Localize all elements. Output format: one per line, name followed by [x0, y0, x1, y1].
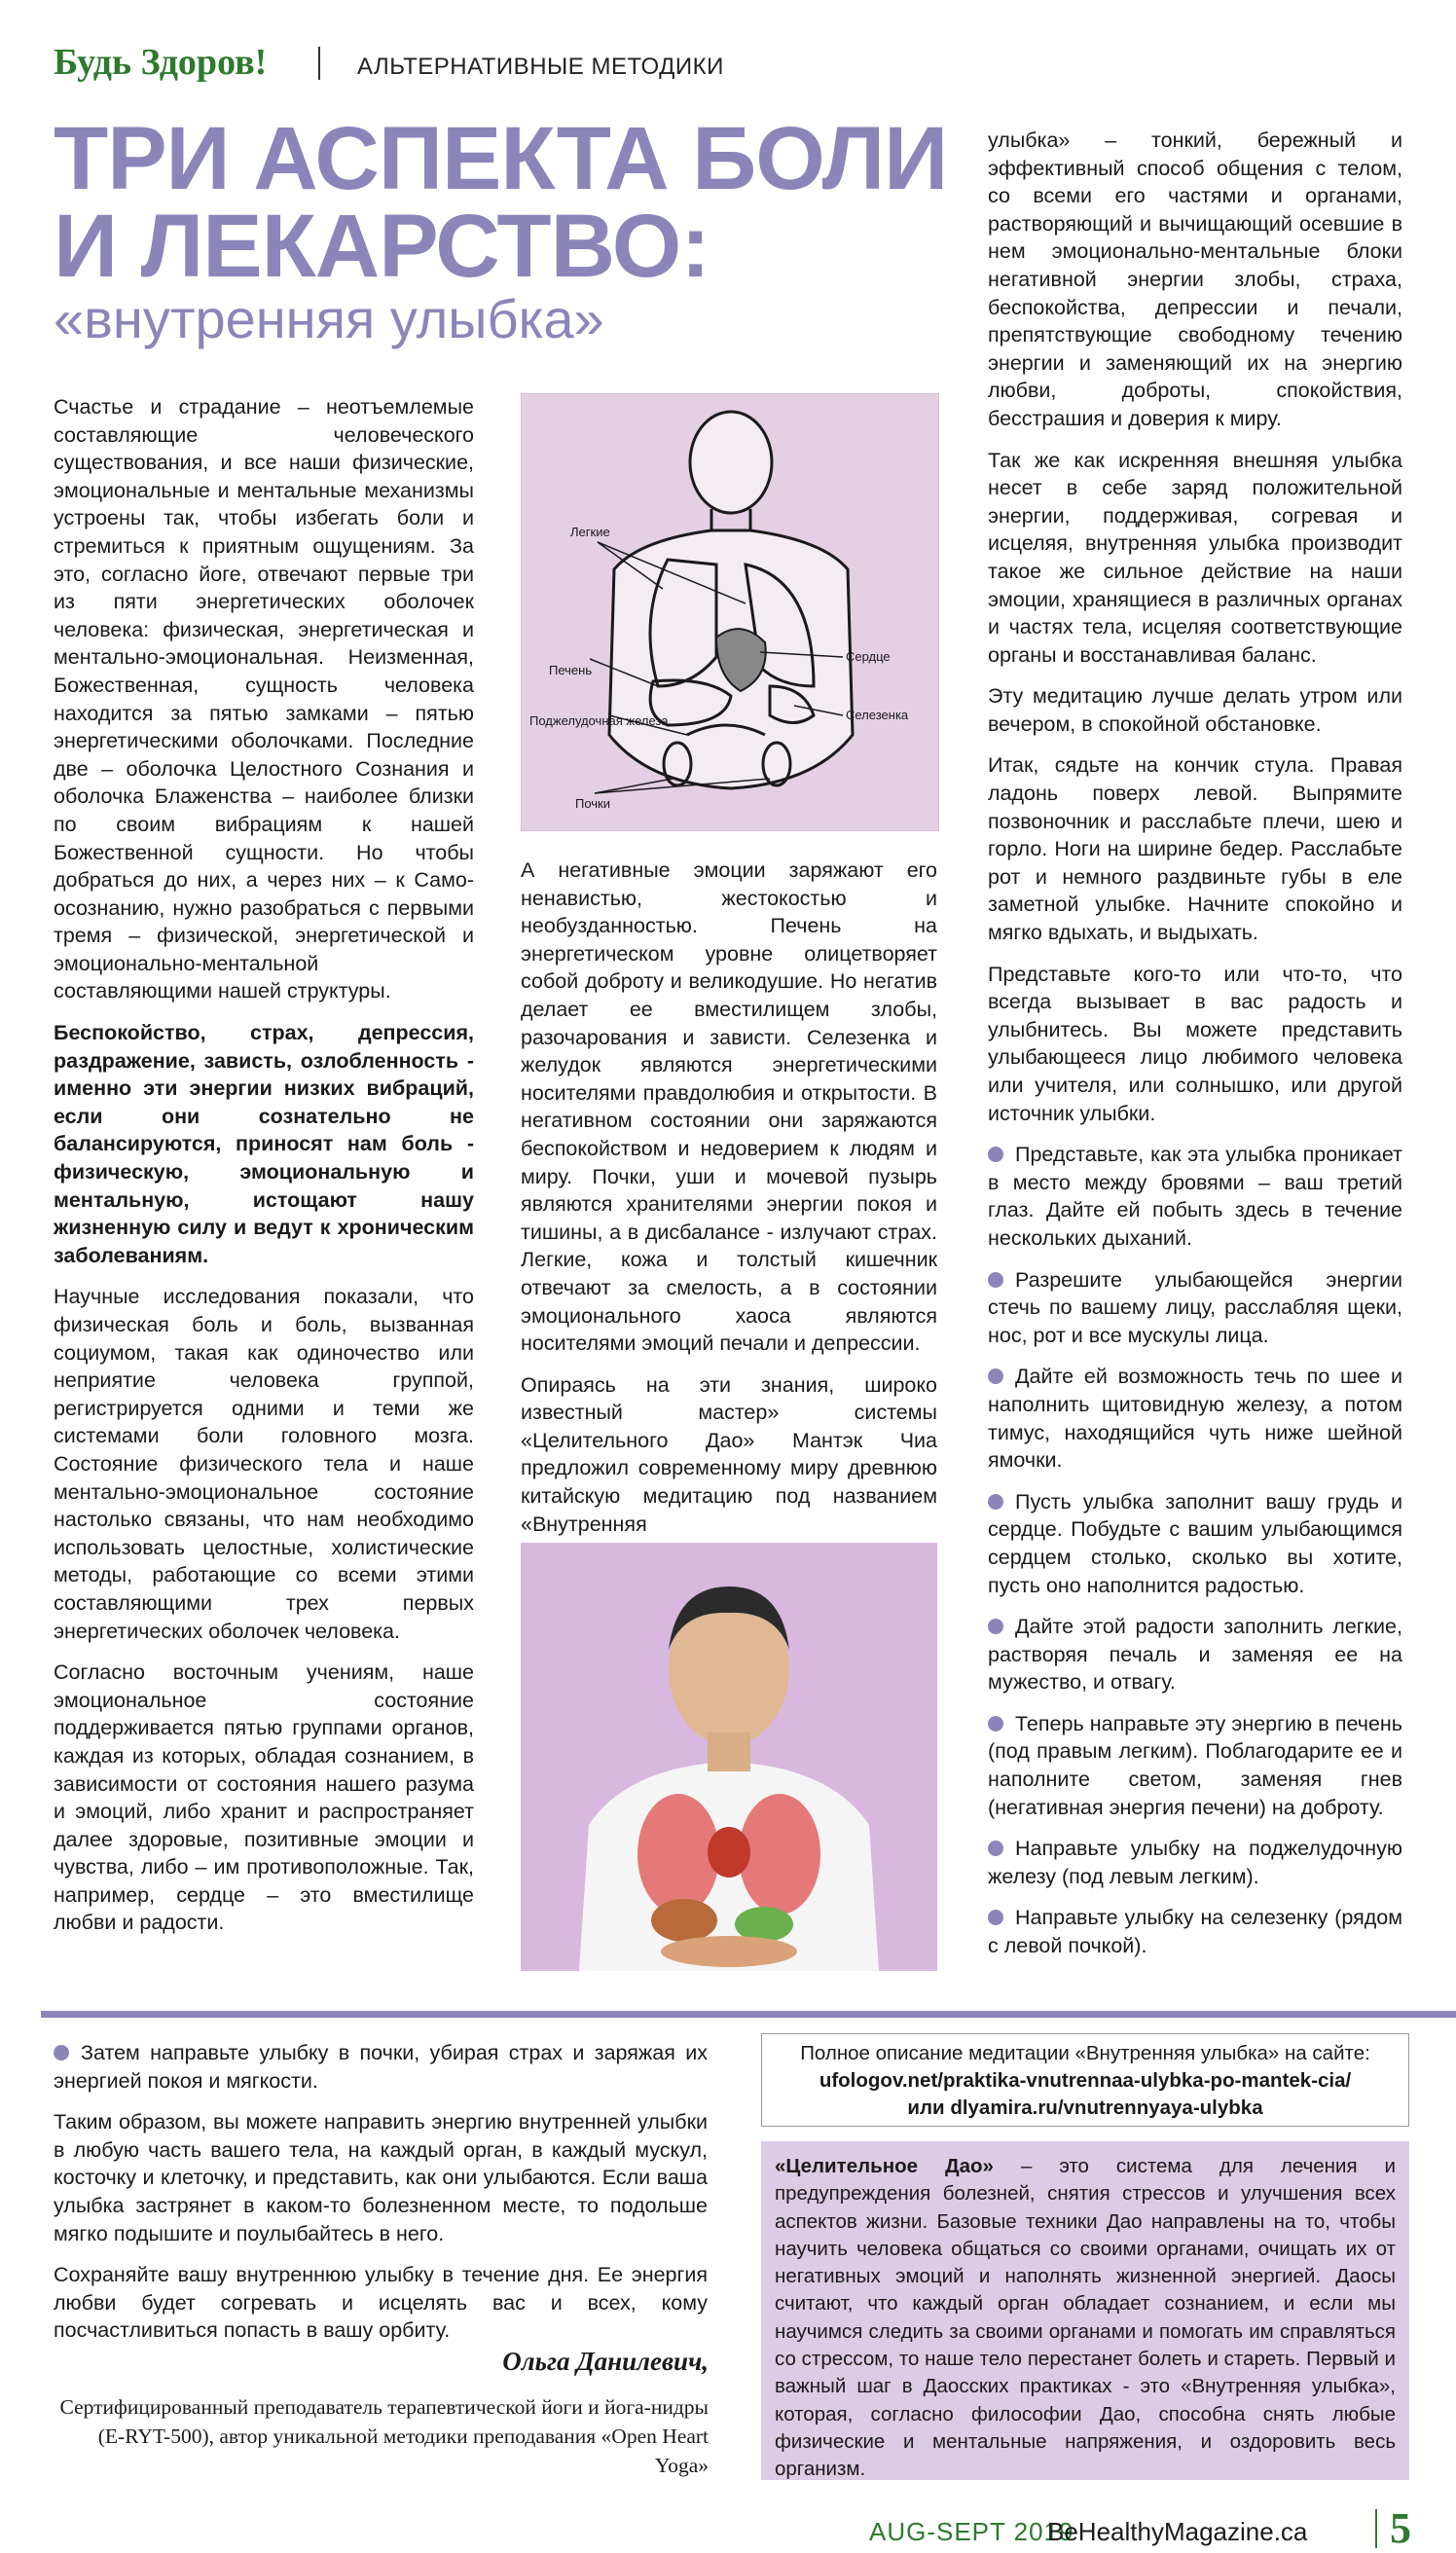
bullet-text: Дайте этой радости заполнить легкие, растворяя печаль и заменяя ее на мужество, и отвагу. — [988, 1615, 1402, 1695]
bullet-text: Разрешите улыбающейся энергии стечь по вашему лицу, расслабляя щеки, нос, рот и все мускулы лица. — [988, 1267, 1402, 1347]
highlight-paragraph: Беспокойство, страх, депрессия, раздражение, зависть, озлобленность - именно эти энергии низких вибраций, если они сознательно не балансируются, приносят нам боль - физическую, эмоциональную и ментальную, истощают нашу жизненную силу и ведут к хроническим заболеваниям. — [54, 1021, 474, 1267]
magazine-name: Будь Здоров! — [54, 42, 268, 83]
master-photo — [521, 1543, 937, 1971]
paragraph: улыбка» – тонкий, бережный и эффективный способ общения с телом, со всеми его частями и органами, растворяющий и вычищающий осевшие в нем эмоционально-ментальные блоки негативной энергии злобы, страха, беспокойства, депрессии и печали, препятствующие свободному течению энергии и заменяющий их на энергию любви, доброты, спокойствия, бесстрашия и доверия к миру. — [988, 128, 1402, 430]
bullet-item — [988, 1363, 1402, 1474]
bullet-text: Теперь направьте эту энергию в печень (под правым легким). Поблагодарите ее и наполните светом, заменяя гнев (негативная энергия печени) на доброту. — [988, 1711, 1402, 1819]
label-lungs: Легкие — [570, 525, 610, 539]
bullet-icon — [988, 1494, 1003, 1510]
link-box — [761, 2033, 1409, 2127]
bullet-text: Дайте ей возможность течь по шее и наполнить щитовидную железу, а потом тимус, находящийся чуть ниже шейной ямочки. — [988, 1365, 1402, 1473]
master-photo-svg — [521, 1543, 937, 1971]
column-3 — [988, 127, 1402, 1974]
bullet-item — [988, 1710, 1402, 1821]
article-title — [54, 109, 968, 296]
article-subtitle: «внутренняя улыбка» — [54, 288, 604, 349]
magazine-website[interactable]: BeHealthyMagazine.ca — [1047, 2517, 1308, 2546]
healing-tao-text: – это система для лечения и предупреждения болезней, снятия стрессов и улучшения всех аспектов жизни. Базовые техники Дао направлены на то, чтобы научить человека общаться со своими органами, очищать их от негативных эмоций и наполнять жизненной энергией. Даосы считают, что каждый орган обладает сознанием, и если мы научимся следить за своими органами и помогать им справляться со стрессом, то наше тело перестанет болеть и стареть. Первый и важный шаг в Даосских практиках - это «Внутренняя улыбка», которая, согласно философии Дао, способна снять любые физические и ментальные напряжения, и оздоровить весь организм. — [775, 2155, 1396, 2481]
bullet-icon — [988, 1841, 1003, 1856]
paragraph: Итак, сядьте на кончик стула. Правая ладонь поверх левой. Выпрямите позвоночник и расслабьте плечи, шею и горло. Ноги на ширине бедер. Расслабьте рот и немного раздвиньте губы в еле заметной улыбке. Начните спокойно и мягко вдыхать, и выдыхать. — [988, 753, 1402, 945]
bullet-icon — [988, 1910, 1003, 1925]
bullet-item — [54, 2039, 708, 2095]
link-ufologov[interactable]: ufologov.net/praktika-vnutrennaa-ulybka-po-mantek-cia/ — [819, 2069, 1352, 2092]
bullet-text: Направьте улыбку на селезенку (рядом с левой почкой). — [988, 1906, 1402, 1958]
bullet-icon — [988, 1147, 1003, 1162]
bullet-icon — [988, 1716, 1003, 1732]
paragraph: Согласно восточным учениям, наше эмоциональное состояние поддерживается пятью группами органов, каждая из которых, обладая сознанием, в зависимости от состояния нашего разума и эмоций, либо хранит и распространяет далее здоровые, позитивные эмоции и чувства, либо – им противоположные. Так, например, сердце – это вместилище любви и радости. — [54, 1660, 474, 1935]
paragraph: Таким образом, вы можете направить энергию внутренней улыбки в любую часть вашего тела, на каждый орган, в каждый мускул, косточку и клеточку, и представить, как они улыбаются. Если ваша улыбка застрянет в каком-то болезненном месте, то подольше мягко подышите и поулыбайтесь в него. — [54, 2110, 708, 2245]
footer-divider — [1375, 2509, 1377, 2548]
bullet-icon — [988, 1619, 1003, 1634]
author-name: Ольга Данилевич, — [502, 2347, 709, 2376]
bullet-item — [988, 1835, 1402, 1890]
column-2 — [521, 857, 937, 1551]
bullet-text: Пусть улыбка заполнит вашу грудь и сердце. Побудьте с вашим улыбающимся сердцем столько, сколько вы хотите, пусть оно наполнится радостью. — [988, 1489, 1402, 1597]
bullet-icon — [988, 1272, 1003, 1288]
bullet-item — [988, 1141, 1402, 1252]
label-kidneys: Почки — [575, 796, 611, 811]
author-credentials: Сертифицированный преподаватель терапевтической йоги и йога-нидры (E-RYT-500), автор уникальной методики преподавания «Open Heart Yoga» — [59, 2395, 709, 2477]
bullet-item — [988, 1266, 1402, 1350]
issue-date: AUG-SEPT 2019 — [869, 2517, 1074, 2546]
paragraph: Научные исследования показали, что физическая боль и боль, вызванная социумом, такая как одиночество или неприятие человека группой, регистрируется одними и теми же системами боли головного мозга. Состояние физического тела и наше ментально-эмоциональное состояние настолько связаны, что нам необходимо использовать целостные, холистические методы, работающие со всеми этими составляющими трех первых энергетических оболочек человека. — [54, 1285, 474, 1643]
page-number: 5 — [1390, 2504, 1411, 2552]
organs-diagram-image — [521, 393, 939, 831]
header-divider — [318, 47, 320, 80]
section-label: АЛЬТЕРНАТИВНЫЕ МЕТОДИКИ — [357, 54, 724, 80]
bullet-text: Затем направьте улыбку в почки, убирая страх и заряжая их энергией покоя и мягкости. — [54, 2041, 708, 2093]
title-line-2: И ЛЕКАРСТВО: — [54, 197, 710, 296]
section-divider — [41, 2011, 1456, 2018]
paragraph: Сохраняйте вашу внутреннюю улыбку в течение дня. Ее энергия любви будет согревать и исцелять вас и всех, кому посчастливиться попасть в вашу орбиту. — [54, 2263, 708, 2343]
bullet-icon — [988, 1368, 1003, 1384]
bullet-item — [988, 1613, 1402, 1696]
title-line-1: ТРИ АСПЕКТА БОЛИ — [54, 109, 948, 208]
label-spleen: Селезенка — [846, 708, 909, 722]
label-heart: Сердце — [846, 649, 891, 664]
link-dlyamira[interactable]: или dlyamira.ru/vnutrennyaya-ulybka — [907, 2097, 1263, 2119]
healing-tao-term: «Целительное Дао» — [775, 2155, 994, 2177]
healing-tao-box — [761, 2141, 1409, 2480]
label-pancreas: Поджелудочная железа — [529, 713, 669, 728]
organs-diagram-svg — [522, 394, 938, 830]
bullet-text: Представьте, как эта улыбка проникает в место между бровями – ваш третий глаз. Дайте ей побыть здесь в течение нескольких дыханий. — [988, 1143, 1402, 1250]
bullet-icon — [54, 2045, 69, 2061]
paragraph: Представьте кого-то или что-то, что всегда вызывает в вас радость и улыбнитесь. Вы можете представить улыбающееся лицо любимого человека или учителя, или солнышко, или другой источник улыбки. — [988, 962, 1402, 1125]
bullet-item — [988, 1488, 1402, 1599]
column-1 — [54, 393, 474, 1951]
bottom-left-text — [54, 2039, 708, 2358]
paragraph: Эту медитацию лучше делать утром или вечером, в спокойной обстановке. — [988, 684, 1402, 736]
paragraph: А негативные эмоции заряжают его ненавистью, жестокостью и необузданностью. Печень на энергетическом уровне олицетворяет собой доброту и великодушие. Но негатив делает ее вместилищем злобы, разочарования и зависти. Селезенка и желудок являются энергетическими носителями правдолюбия и открытости. В негативном состоянии они заряжаются беспокойством и недоверием к людям и миру. Почки, уши и мочевой пузырь являются хранителями энергии покоя и тишины, а в дисбалансе - излучают страх. Легкие, кожа и толстый кишечник отвечают за смелость, а в состоянии эмоционального хаоса являются носителями эмоций печали и депрессии. — [521, 858, 937, 1356]
paragraph: Опираясь на эти знания, широко известный мастер» системы «Целительного Дао» Мантэк Чиа предложил современному миру древнюю китайскую медитацию под названием «Внутренняя — [521, 1372, 937, 1536]
link-box-intro: Полное описание медитации «Внутренняя улыбка» на сайте: — [800, 2042, 1370, 2064]
paragraph: Так же как искренняя внешняя улыбка несет в себе заряд положительной энергии, поддерживая, согревая и исцеляя, внутренняя улыбка производит такое же сильное действие на наши эмоции, хранящиеся в различных органах и частях тела, исцеляя соответствующие органы и восстанавливая баланс. — [988, 448, 1402, 667]
label-liver: Печень — [549, 663, 593, 677]
bullet-item — [988, 1904, 1402, 1959]
bullet-text: Направьте улыбку на поджелудочную железу (под левым легким). — [988, 1837, 1402, 1888]
paragraph: Счастье и страдание – неотъемлемые составляющие человеческого существования, и все наши физические, эмоциональные и ментальные механизмы устроены так, чтобы избегать боли и стремиться к приятным ощущениям. За это, согласно йоге, отвечают первые три из пяти энергетических оболочек человека: физическая, энергетическая и ментально-эмоциональная. Неизменная, Божественная, сущность человека находится за пятью замками – пятью энергетическими оболочками. Последние две – оболочка Целостного Сознания и оболочка Блаженства – наиболее близки по своим вибрациям к нашей Божественной сущности. Но чтобы добраться до них, а через них – к Само-осознанию, нужно разобраться с первыми тремя – физической, энергетической и эмоционально-ментальной составляющими нашей структуры. — [54, 395, 474, 1003]
